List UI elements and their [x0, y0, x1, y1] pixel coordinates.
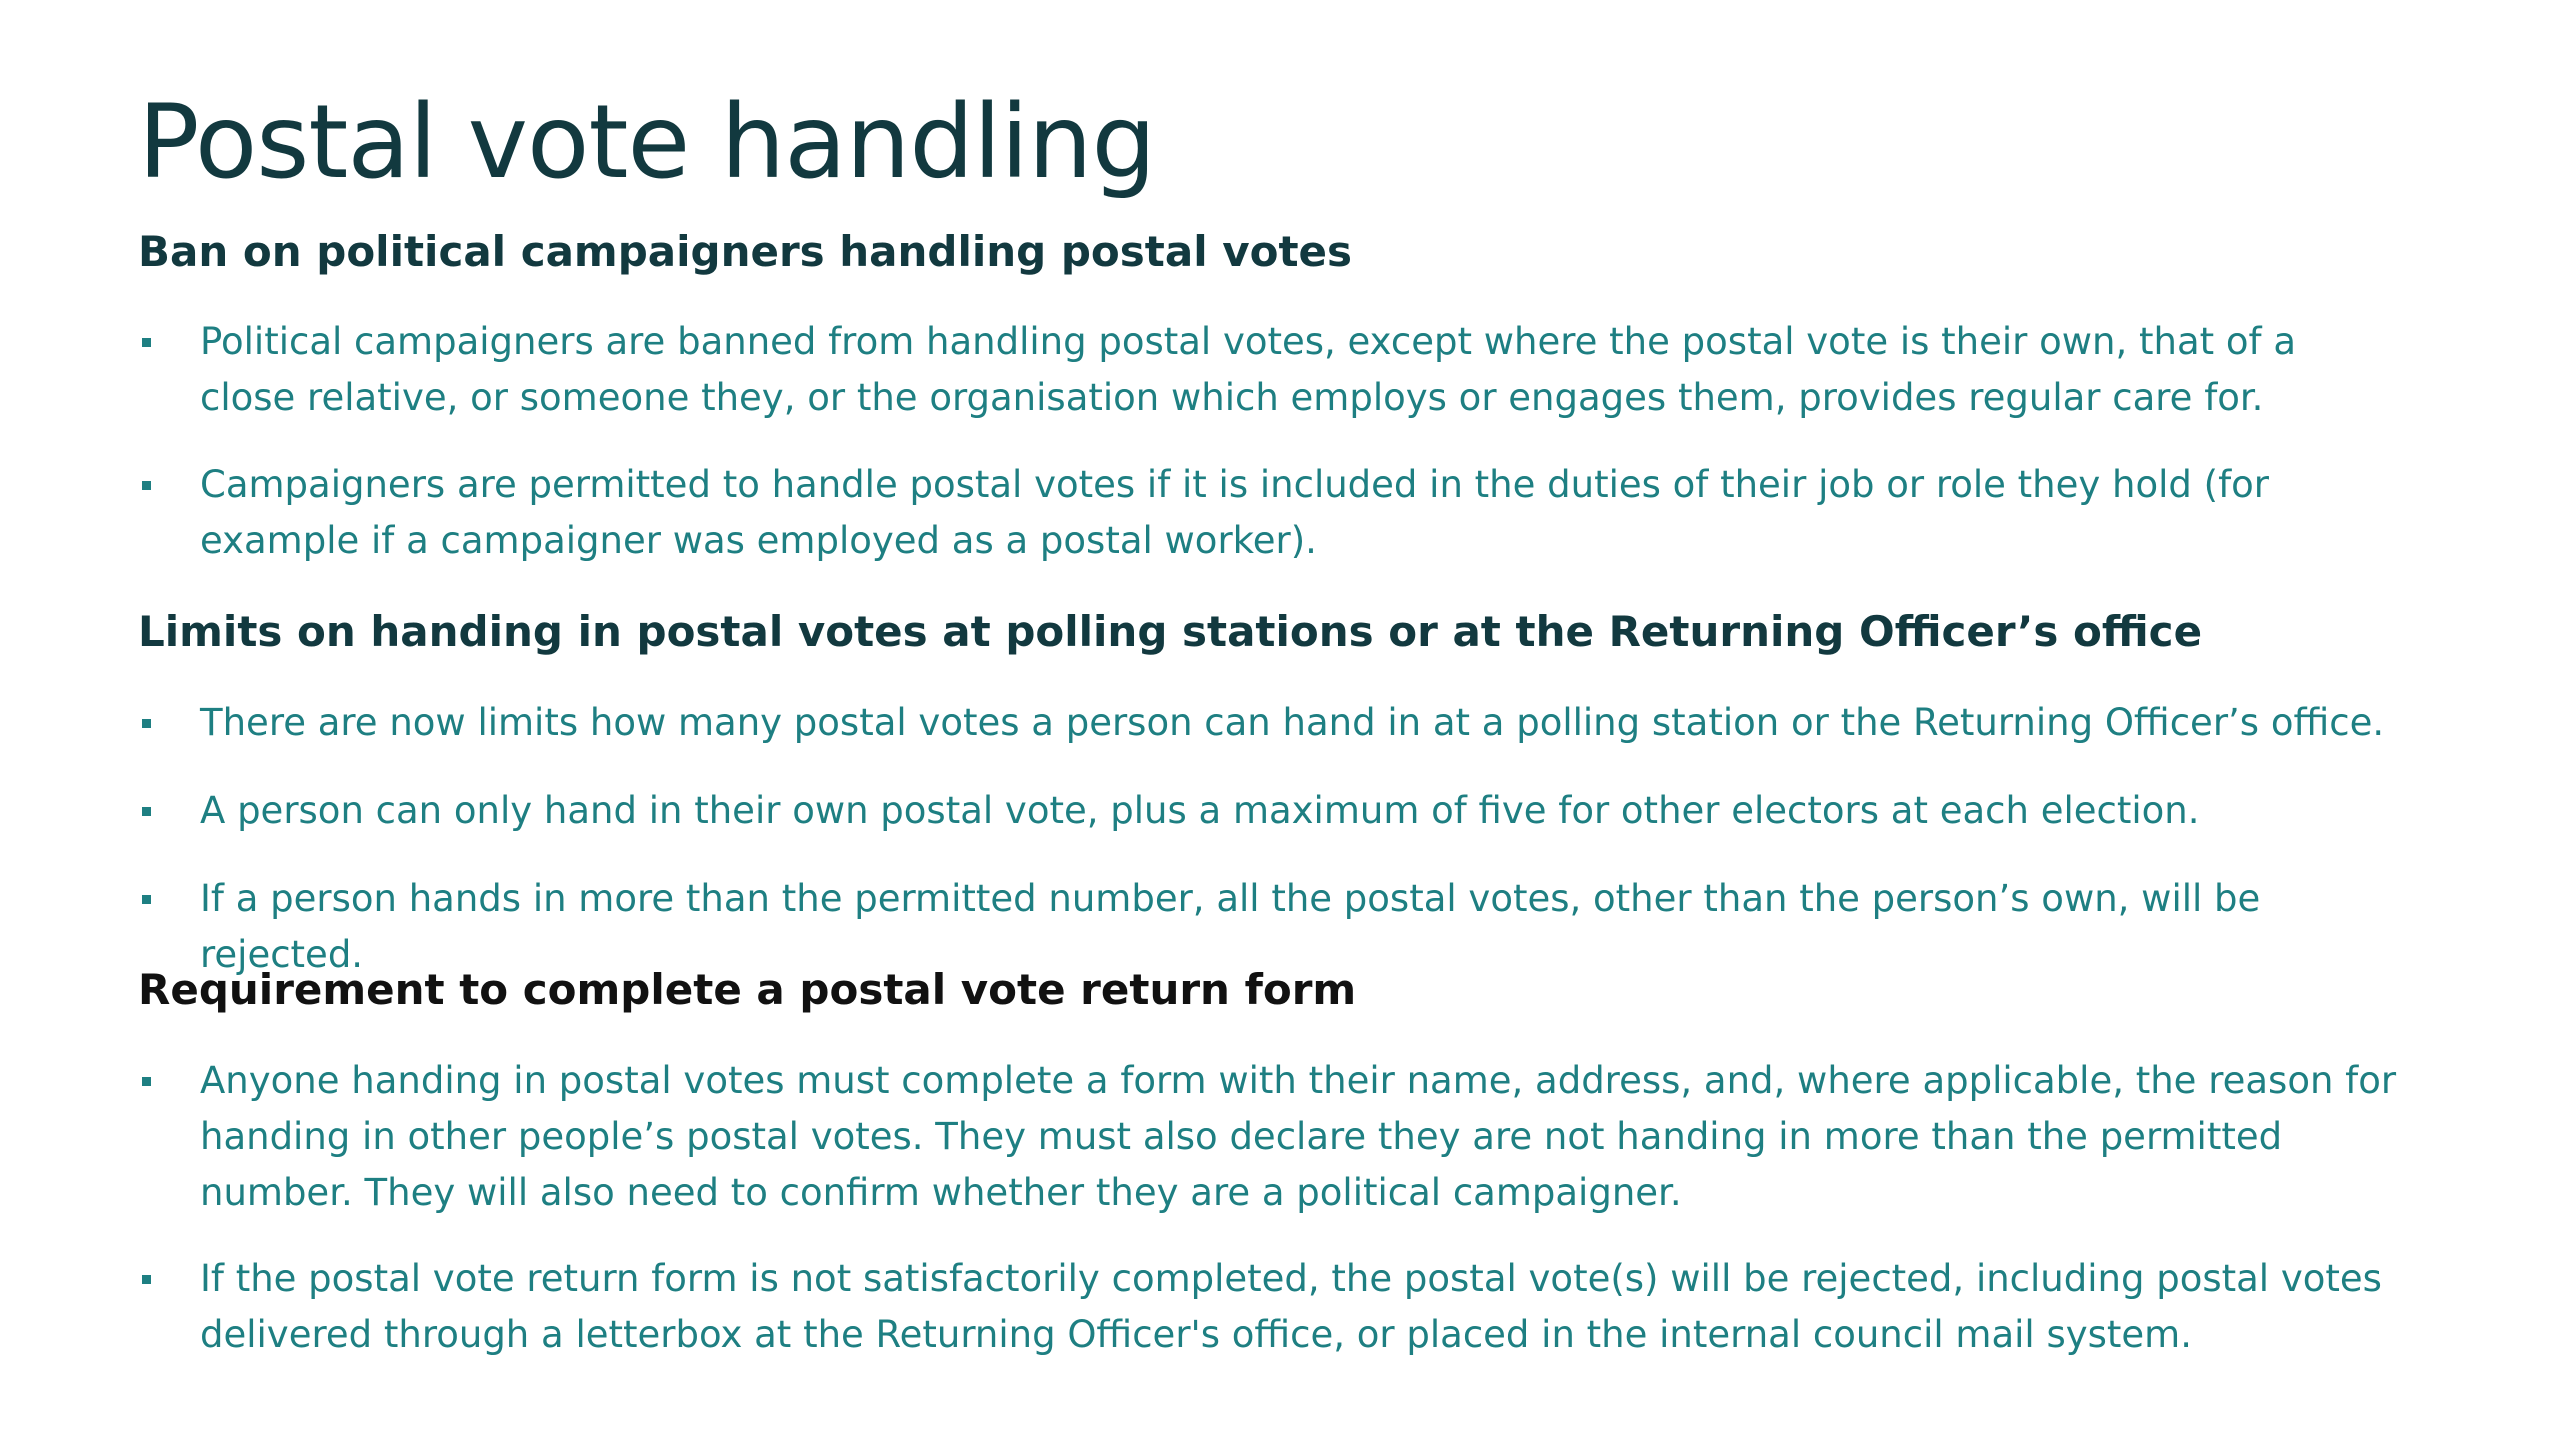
- square-bullet-icon: [138, 871, 200, 927]
- section-heading-campaigner-ban: Ban on political campaigners handling postal votes: [138, 227, 1353, 276]
- bullet-item: [138, 783, 2398, 839]
- square-bullet-icon: [138, 783, 200, 839]
- bullet-text: There are now limits how many postal votes a person can hand in at a polling station or the Returning Officer’s office.: [200, 701, 2385, 744]
- bullet-text: If a person hands in more than the permitted number, all the postal votes, other than the person’s own, will be rejected.: [200, 877, 2261, 976]
- bullet-item: [138, 695, 2398, 751]
- bullet-text: Campaigners are permitted to handle postal votes if it is included in the duties of their job or role they hold (for example if a campaigner was employed as a postal worker).: [200, 463, 2269, 562]
- square-bullet-icon: [138, 457, 200, 513]
- bullet-item: [138, 1251, 2398, 1363]
- bullet-item: [138, 457, 2398, 569]
- bullet-item: [138, 314, 2398, 426]
- bullet-text: Political campaigners are banned from handling postal votes, except where the postal vote is their own, that of a close relative, or someone they, or the organisation which employs or engages them, provides regular care for.: [200, 320, 2297, 419]
- section-heading-return-form: Requirement to complete a postal vote return form: [138, 965, 1357, 1014]
- square-bullet-icon: [138, 1053, 200, 1109]
- bullet-text: A person can only hand in their own postal vote, plus a maximum of five for other electors at each election.: [200, 789, 2200, 832]
- bullet-text: Anyone handing in postal votes must complete a form with their name, address, and, where applicable, the reason for handing in other people’s postal votes. They must also declare they are not handing in more than the permitted number. They will also need to confirm whether they are a political campaigner.: [200, 1059, 2397, 1214]
- square-bullet-icon: [138, 1251, 200, 1307]
- bullet-item: [138, 1053, 2398, 1221]
- section-heading-hand-in-limits: Limits on handing in postal votes at polling stations or at the Returning Officer’s office: [138, 607, 2203, 656]
- bullet-text: If the postal vote return form is not satisfactorily completed, the postal vote(s) will be rejected, including postal votes delivered through a letterbox at the Returning Officer's office, or placed in the internal council mail system.: [200, 1257, 2382, 1356]
- square-bullet-icon: [138, 314, 200, 370]
- square-bullet-icon: [138, 695, 200, 751]
- slide-title: Postal vote handling: [138, 83, 1156, 202]
